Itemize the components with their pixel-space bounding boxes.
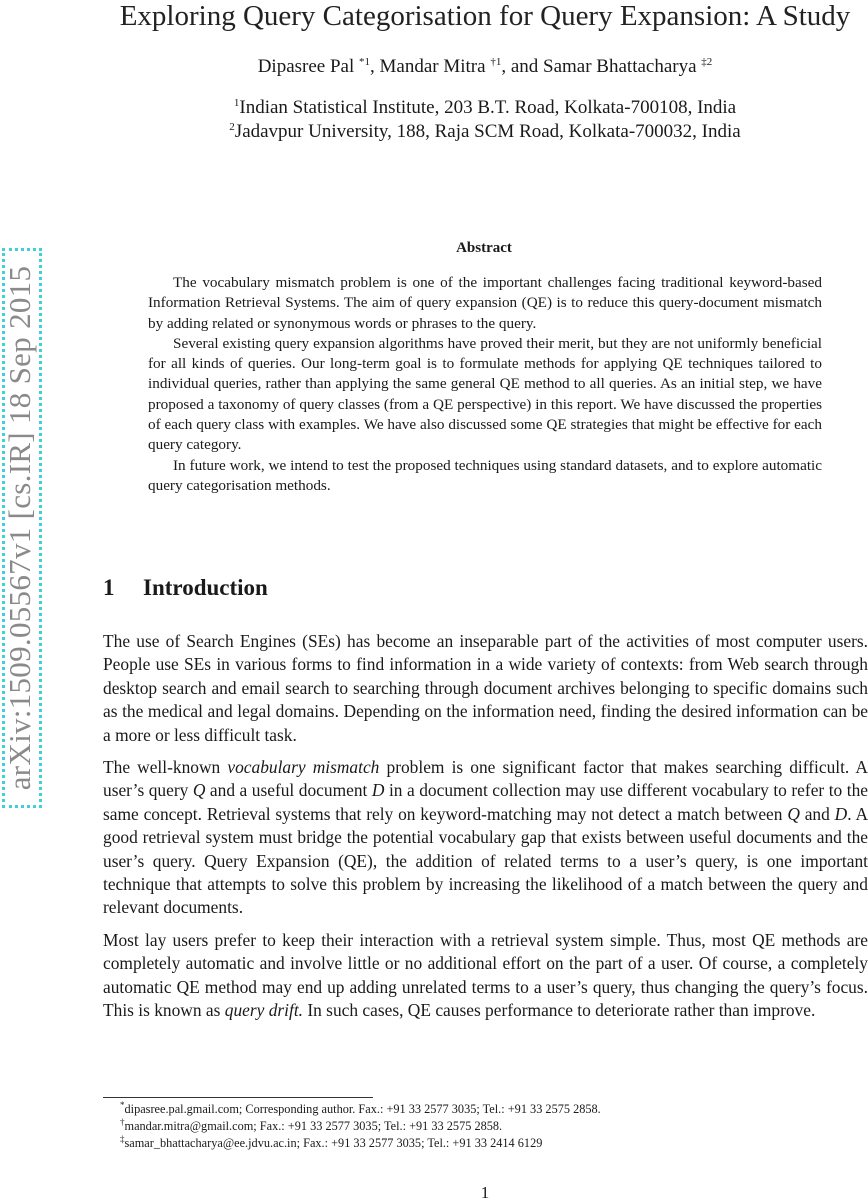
math-var: D xyxy=(834,803,848,824)
affiliation-text: Jadavpur University, 188, Raja SCM Road, Kolkata-700032, India xyxy=(234,121,741,142)
body-paragraph-1: The use of Search Engines (SEs) has become an inseparable part of the activities of most computer users. People use SEs in various forms to find information in a wide variety of contexts: from Web search through desktop search and email search to searching through document archives belonging to specific domains such as the medical and legal domains. Depending on the information need, finding the desired information can be a more or less difficult task. xyxy=(103,631,868,745)
affiliation-2 xyxy=(100,121,868,143)
footnote-mark: * xyxy=(120,1100,125,1110)
text-run: and xyxy=(799,803,835,824)
footnote-text: samar_bhattacharya@ee.jdvu.ac.in; Fax.: +91 33 2577 3035; Tel.: +91 33 2414 6129 xyxy=(124,1136,543,1150)
affiliation-mark: 1 xyxy=(233,97,240,109)
text-run: In such cases, QE causes performance to deteriorate rather than improve. xyxy=(303,1000,816,1021)
body-paragraph-2 xyxy=(103,756,868,920)
introduction-body xyxy=(103,630,868,1032)
body-paragraph-3 xyxy=(103,929,868,1023)
emphasis: query drift. xyxy=(224,1000,303,1021)
author-name: Dipasree Pal xyxy=(257,56,355,77)
math-var: Q xyxy=(787,803,800,824)
author-mark: ‡2 xyxy=(701,56,713,68)
affiliation-text: Indian Statistical Institute, 203 B.T. Road, Kolkata-700108, India xyxy=(239,97,737,118)
text-run: The well-known xyxy=(103,757,228,778)
author-name: Mandar Mitra xyxy=(379,56,486,77)
footnote-mark: ‡ xyxy=(120,1134,125,1144)
abstract-paragraph: The vocabulary mismatch problem is one of the important challenges facing traditional keyword-based Information Retrieval Systems. The aim of query expansion (QE) is to reduce this query-document mismatch by adding related or synonymous words or phrases to the query. xyxy=(148,274,822,332)
author-name: Samar Bhattacharya xyxy=(543,56,697,77)
emphasis: vocabulary mismatch xyxy=(227,757,380,778)
arxiv-identifier[interactable]: arXiv:1509.05567v1 [cs.IR] 18 Sep 2015 xyxy=(2,265,37,791)
section-title: Introduction xyxy=(143,575,268,600)
footnote-text: dipasree.pal.gmail.com; Corresponding author. Fax.: +91 33 2577 3035; Tel.: +91 33 2575 2858. xyxy=(124,1102,601,1116)
footnote xyxy=(120,1118,860,1135)
author-mark: †1 xyxy=(490,56,502,68)
author-list xyxy=(140,56,830,78)
author-separator: , xyxy=(370,56,380,77)
text-run: in a document collection may use different vocabulary to refer to the same concept. Retrieval systems that rely on keyword-matching may not detect a match between xyxy=(103,780,868,824)
math-var: D xyxy=(371,780,385,801)
footnote xyxy=(120,1101,860,1118)
footnote-rule xyxy=(103,1097,373,1098)
footnote-text: mandar.mitra@gmail.com; Fax.: +91 33 2577 3035; Tel.: +91 33 2575 2858. xyxy=(124,1119,503,1133)
abstract-paragraph: In future work, we intend to test the proposed techniques using standard datasets, and to explore automatic query categorisation methods. xyxy=(148,456,822,494)
page-number: 1 xyxy=(480,1183,490,1202)
author-separator: , and xyxy=(501,56,544,77)
section-heading xyxy=(103,575,268,601)
text-run: . A good retrieval system must bridge the potential vocabulary gap that exists between useful documents and the user’s query. Query Expansion (QE), the addition of related terms to a user’s query, is one important technique that attempts to solve this problem by increasing the likelihood of a match between the query and relevant documents. xyxy=(103,803,868,918)
author-mark: *1 xyxy=(359,56,371,68)
abstract-heading: Abstract xyxy=(456,240,512,256)
text-run: problem is one significant factor that makes searching difficult. A user’s query xyxy=(103,757,868,801)
abstract-body xyxy=(148,273,822,496)
text-run: Most lay users prefer to keep their interaction with a retrieval system simple. Thus, most QE methods are completely automatic and involve little or no additional effort on the part of a user. Of course, a completely automatic QE method may end up adding unrelated terms to a user’s query, thus changing the query’s focus. This is known as xyxy=(103,929,868,1021)
affiliation-1 xyxy=(100,97,868,119)
footnote-mark: † xyxy=(120,1117,125,1127)
footnote xyxy=(120,1135,860,1152)
paper-title: Exploring Query Categorisation for Query Expansion: A Study xyxy=(119,0,851,32)
abstract-paragraph: Several existing query expansion algorithms have proved their merit, but they are not uniformly beneficial for all kinds of queries. Our long-term goal is to formulate methods for applying QE techniques tailored to individual queries, rather than applying the same general QE method to all queries. As an initial step, we have proposed a taxonomy of query classes (from a QE perspective) in this report. We have discussed the properties of each query class with examples. We have also discussed some QE strategies that might be effective for each query category. xyxy=(148,334,822,454)
text-run: and a useful document xyxy=(205,780,372,801)
affiliation-mark: 2 xyxy=(229,121,235,133)
footnotes xyxy=(120,1101,860,1152)
section-number: 1 xyxy=(103,575,115,600)
math-var: Q xyxy=(192,780,206,801)
